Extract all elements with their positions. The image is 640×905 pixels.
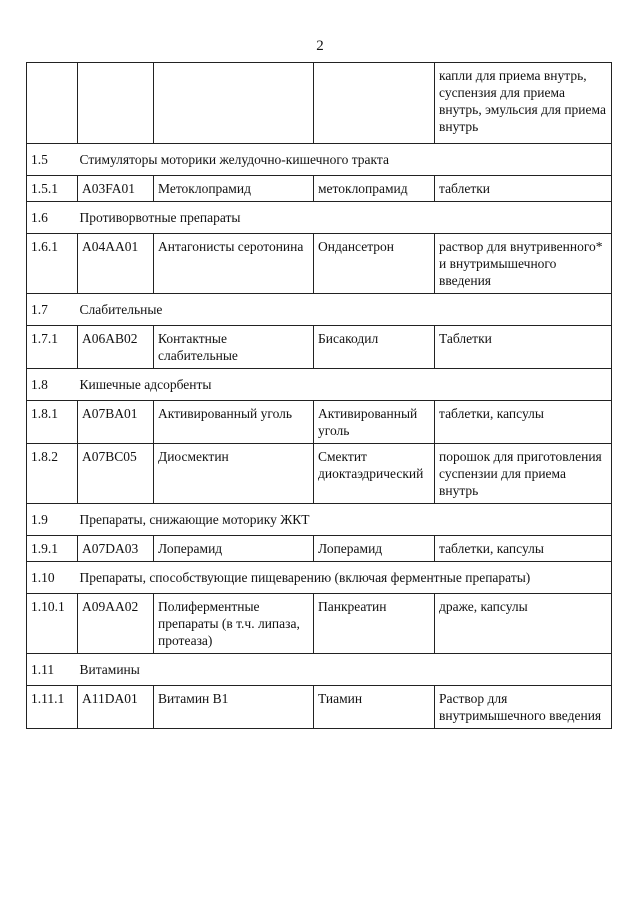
cell-subgroup: Контактные слабительные: [154, 326, 314, 369]
cell-drug: Активированный уголь: [314, 401, 435, 444]
cell-code: 1.11.1: [27, 686, 78, 729]
table-row: [27, 234, 612, 294]
section-header-row: [27, 202, 612, 234]
cell-drug: Лоперамид: [314, 536, 435, 562]
section-number: 1.9: [27, 504, 78, 536]
cell-code: 1.6.1: [27, 234, 78, 294]
cell-form: таблетки: [435, 176, 612, 202]
cell-drug: метоклопрамид: [314, 176, 435, 202]
cell-code: 1.5.1: [27, 176, 78, 202]
cell-form: Раствор для внутримышечного введения: [435, 686, 612, 729]
section-header-row: [27, 294, 612, 326]
cell-atc: A11DA01: [78, 686, 154, 729]
section-title: Стимуляторы моторики желудочно-кишечного тракта: [78, 144, 612, 176]
section-header-row: [27, 562, 612, 594]
cell-form: таблетки, капсулы: [435, 401, 612, 444]
cell-form: порошок для приготовления суспензии для приема внутрь: [435, 444, 612, 504]
cell-atc: A07BA01: [78, 401, 154, 444]
section-number: 1.11: [27, 654, 78, 686]
section-header-row: [27, 504, 612, 536]
table-row: [27, 594, 612, 654]
section-title: Витамины: [78, 654, 612, 686]
section-number: 1.8: [27, 369, 78, 401]
cell-code: 1.10.1: [27, 594, 78, 654]
section-number: 1.6: [27, 202, 78, 234]
cell-drug: [314, 63, 435, 144]
cell-subgroup: Лоперамид: [154, 536, 314, 562]
cell-subgroup: Диосмектин: [154, 444, 314, 504]
cell-atc: A07DA03: [78, 536, 154, 562]
table-row: [27, 536, 612, 562]
cell-atc: A07BC05: [78, 444, 154, 504]
cell-drug: Ондансетрон: [314, 234, 435, 294]
section-header-row: [27, 144, 612, 176]
page-number: 2: [316, 38, 324, 54]
cell-atc: A03FA01: [78, 176, 154, 202]
section-title: Противорвотные препараты: [78, 202, 612, 234]
section-header-row: [27, 654, 612, 686]
cell-drug: Смектит диоктаэдрический: [314, 444, 435, 504]
section-title: Кишечные адсорбенты: [78, 369, 612, 401]
cell-subgroup: Активированный уголь: [154, 401, 314, 444]
section-title: Слабительные: [78, 294, 612, 326]
cell-drug: Тиамин: [314, 686, 435, 729]
table-row: [27, 326, 612, 369]
section-title: Препараты, снижающие моторику ЖКТ: [78, 504, 612, 536]
cell-subgroup: Витамин В1: [154, 686, 314, 729]
section-number: 1.10: [27, 562, 78, 594]
cell-atc: [78, 63, 154, 144]
cell-subgroup: Полиферментные препараты (в т.ч. липаза, протеаза): [154, 594, 314, 654]
table-row: [27, 176, 612, 202]
cell-code: 1.8.2: [27, 444, 78, 504]
cell-code: 1.7.1: [27, 326, 78, 369]
section-header-row: [27, 369, 612, 401]
cell-atc: A04AA01: [78, 234, 154, 294]
table-row: [27, 686, 612, 729]
cell-code: [27, 63, 78, 144]
section-title: Препараты, способствующие пищеварению (включая ферментные препараты): [78, 562, 612, 594]
cell-form: Таблетки: [435, 326, 612, 369]
section-number: 1.5: [27, 144, 78, 176]
cell-subgroup: Метоклопрамид: [154, 176, 314, 202]
cell-code: 1.8.1: [27, 401, 78, 444]
cell-code: 1.9.1: [27, 536, 78, 562]
cell-form: раствор для внутривенного* и внутримышечного введения: [435, 234, 612, 294]
table-row: [27, 444, 612, 504]
table-row: [27, 401, 612, 444]
cell-form: капли для приема внутрь, суспензия для приема внутрь, эмульсия для приема внутрь: [435, 63, 612, 144]
cell-drug: Панкреатин: [314, 594, 435, 654]
cell-atc: A06AB02: [78, 326, 154, 369]
section-number: 1.7: [27, 294, 78, 326]
drug-list-table: [26, 62, 612, 729]
cell-atc: A09AA02: [78, 594, 154, 654]
table-row-continuation: [27, 63, 612, 144]
cell-subgroup: Антагонисты серотонина: [154, 234, 314, 294]
cell-drug: Бисакодил: [314, 326, 435, 369]
cell-form: таблетки, капсулы: [435, 536, 612, 562]
cell-form: драже, капсулы: [435, 594, 612, 654]
cell-subgroup: [154, 63, 314, 144]
